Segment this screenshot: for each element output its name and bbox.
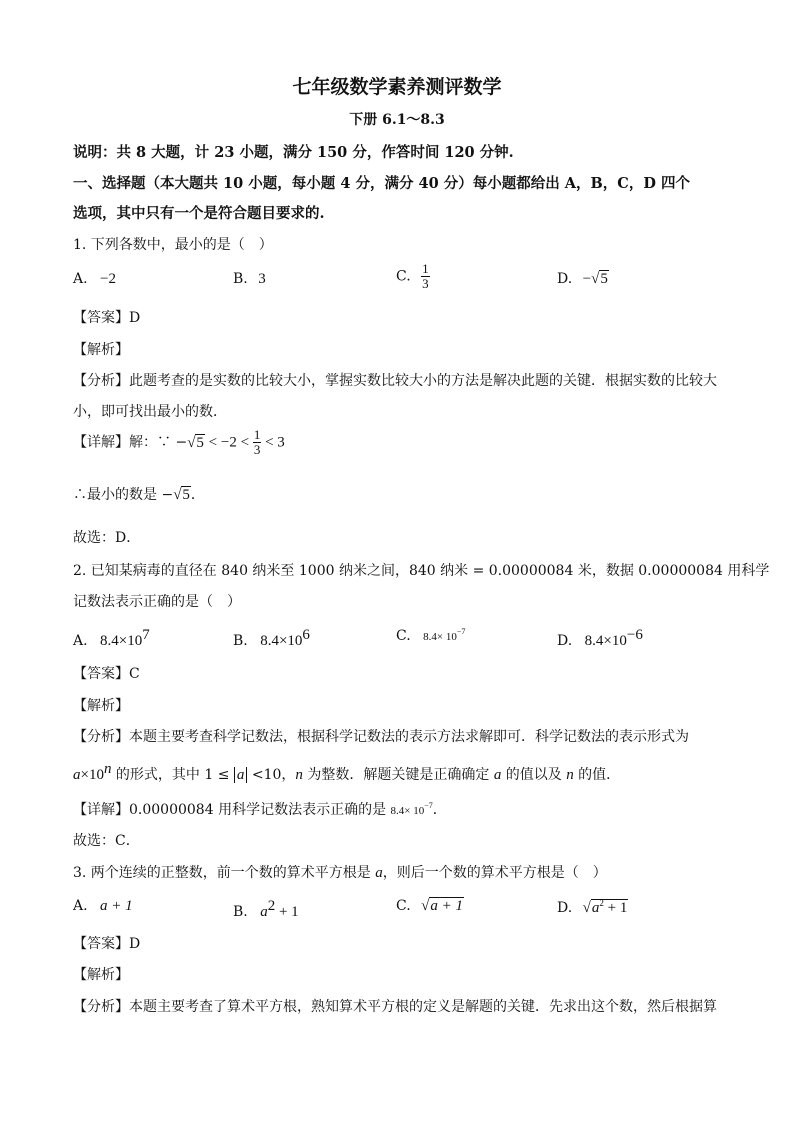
q1-option-c-fraction: [421, 262, 430, 291]
q3-option-d-label: D.: [557, 900, 573, 916]
q1-option-c: [396, 262, 430, 291]
q1-option-c-denominator: 3: [422, 276, 429, 291]
q3-option-b-rest: + 1: [275, 904, 299, 920]
q2-form-n2: n: [566, 767, 574, 783]
q1-option-d-sqrt: √5: [591, 271, 608, 287]
q1-option-d: [557, 271, 609, 288]
q3-option-d-rest: + 1: [603, 900, 628, 916]
q3-option-b-a: a: [260, 904, 268, 920]
q3-option-c-label: C.: [396, 898, 411, 914]
q1-option-a: [73, 271, 116, 288]
q2-answer: 【答案】C: [73, 666, 140, 682]
q2-form-line: [73, 761, 620, 784]
q2-form-text2: <10，: [247, 767, 296, 783]
q3-stem-prefix: 3. 两个连续的正整数，前一个数的算术平方根是: [73, 865, 376, 881]
q1-analysis-line2: 小，即可找出最小的数．: [73, 404, 227, 420]
q2-analysis-line1: 【分析】本题主要考查科学记数法，根据科学记数法的表示方法求解即可．科学记数法的表示形式为: [73, 729, 689, 745]
q2-form-text5: 的值．: [573, 767, 621, 783]
q2-detail-end: ．: [432, 802, 447, 818]
q3-answer: 【答案】D: [73, 936, 141, 952]
q3-option-b-exponent: 2: [267, 898, 276, 914]
q2-option-a-label: A.: [73, 633, 88, 649]
q3-option-a-value: a + 1: [100, 898, 133, 914]
q3-option-d-exponent: 2: [599, 898, 604, 908]
q2-detail-prefix: 【详解】0.00000084 用科学记数法表示正确的是: [73, 802, 391, 818]
q1-option-a-label: A.: [73, 271, 88, 287]
q2-option-d-label: D.: [557, 633, 573, 649]
q2-form-n: n: [295, 767, 303, 783]
q3-analysis-line1: 【分析】本题主要考查了算术平方根，熟知算术平方根的定义是解题的关键．先求出这个数，然后根据算: [73, 999, 717, 1015]
q1-detail-radicand: 5: [196, 434, 204, 451]
q1-option-d-radicand: 5: [600, 271, 608, 287]
q3-option-a: [73, 898, 133, 915]
q1-option-b: [233, 271, 266, 288]
page-title: 七年级数学素养测评数学: [292, 76, 502, 98]
q2-form-text3: 为整数．解题关键是正确确定: [302, 767, 494, 783]
q2-analysis-head: 【解析】: [73, 698, 129, 714]
q1-analysis-head: 【解析】: [73, 342, 129, 358]
q3-option-c-sqrt: √a + 1: [421, 898, 463, 914]
q2-detail-exponent: −7: [424, 801, 433, 810]
q2-option-d-base: 8.4×10: [584, 633, 627, 649]
q1-detail-mid: < −2 <: [204, 434, 253, 451]
page-subtitle: 下册 6.1～8.3: [349, 112, 445, 128]
q1-conclusion-radicand: 5: [182, 487, 190, 503]
q1-detail-denominator: 3: [253, 442, 261, 457]
q2-option-c-label: C.: [396, 628, 411, 644]
q1-option-b-label: B.: [233, 271, 248, 287]
q1-stem: 1. 下列各数中，最小的是（ ）: [73, 237, 273, 253]
q2-option-b: [233, 627, 310, 650]
q3-option-b: [233, 898, 299, 921]
q1-conclusion: [73, 484, 205, 504]
q3-option-d-sqrt: $√a^2 + 1$: [582, 898, 628, 916]
q3-option-d-a: a: [591, 900, 600, 916]
q1-conclusion-prefix: ∴最小的数是 −: [73, 487, 174, 503]
q3-option-d: [557, 898, 628, 917]
q2-stem-line2: 记数法表示正确的是（ ）: [73, 594, 241, 610]
q2-form-exponent: n: [103, 761, 112, 777]
q3-option-a-label: A.: [73, 898, 88, 914]
q3-option-d-radicand: [591, 899, 628, 916]
q2-stem-line1: 2. 已知某病毒的直径在 840 纳米至 1000 纳米之间，840 纳米 = 0.00000084 米，数据 0.00000084 用科学: [73, 563, 770, 579]
q2-option-c-exponent: −7: [456, 627, 466, 636]
q1-detail-end: < 3: [261, 434, 285, 451]
q2-option-c-base: 8.4× 10: [423, 631, 457, 643]
q1-detail: [73, 428, 285, 457]
q1-answer: 【答案】D: [73, 310, 141, 326]
q2-form-abs: a: [234, 767, 248, 783]
q1-conclusion-end: ．: [190, 487, 205, 503]
q2-option-d-exponent: −6: [626, 627, 643, 643]
q1-select: 故选：D．: [73, 530, 141, 546]
q2-option-a-exponent: 7: [142, 627, 150, 643]
q3-analysis-head: 【解析】: [73, 967, 129, 983]
q2-form-text1: 的形式，其中 1 ≤: [111, 767, 234, 783]
q1-detail-prefix: 【详解】解：∵ −: [73, 434, 188, 451]
q3-option-b-label: B.: [233, 904, 248, 920]
q2-option-a: [73, 627, 150, 650]
q2-form-a2: a: [493, 767, 502, 783]
q3-stem-suffix: ，则后一个数的算术平方根是（ ）: [382, 865, 607, 881]
q2-option-d: [557, 627, 643, 650]
q1-detail-sqrt: √5: [187, 434, 204, 451]
q2-form-text4: 的值以及: [501, 767, 567, 783]
q1-option-d-sign: −: [582, 271, 592, 287]
q3-stem: [73, 862, 607, 882]
q1-option-a-value: −2: [100, 271, 116, 287]
q3-option-c-radicand: a + 1: [430, 898, 463, 914]
instructions: 说明：共 8 大题，计 23 小题，满分 150 分，作答时间 120 分钟.: [73, 144, 514, 161]
q1-option-c-label: C.: [396, 268, 411, 285]
q2-detail-base: 8.4× 10: [390, 805, 425, 817]
q2-option-a-base: 8.4×10: [100, 633, 143, 649]
q1-option-c-numerator: 1: [422, 261, 429, 276]
q2-form-mult: ×10: [80, 767, 104, 783]
q2-option-c: [396, 627, 465, 644]
q1-option-d-label: D.: [557, 271, 573, 287]
q1-option-b-value: 3: [258, 271, 266, 287]
q3-stem-a: a: [375, 865, 383, 881]
q2-form-a: a: [73, 767, 81, 783]
q1-conclusion-sqrt: √5: [173, 487, 190, 503]
section-heading-line1: 一、选择题（本大题共 10 小题，每小题 4 分，满分 40 分）每小题都给出 A，B，C，D 四个: [73, 175, 690, 192]
q2-detail: [73, 799, 447, 819]
q1-detail-numerator: 1: [253, 427, 261, 442]
q1-analysis-line1: 【分析】此题考查的是实数的比较大小，掌握实数比较大小的方法是解决此题的关键．根据实数的比较大: [73, 373, 717, 389]
q3-option-c: [396, 898, 464, 915]
q2-option-b-label: B.: [233, 633, 248, 649]
q2-option-b-exponent: 6: [302, 627, 310, 643]
section-heading-line2: 选项，其中只有一个是符合题目要求的.: [73, 205, 325, 222]
q2-option-b-base: 8.4×10: [260, 633, 303, 649]
q2-select: 故选：C．: [73, 833, 140, 849]
